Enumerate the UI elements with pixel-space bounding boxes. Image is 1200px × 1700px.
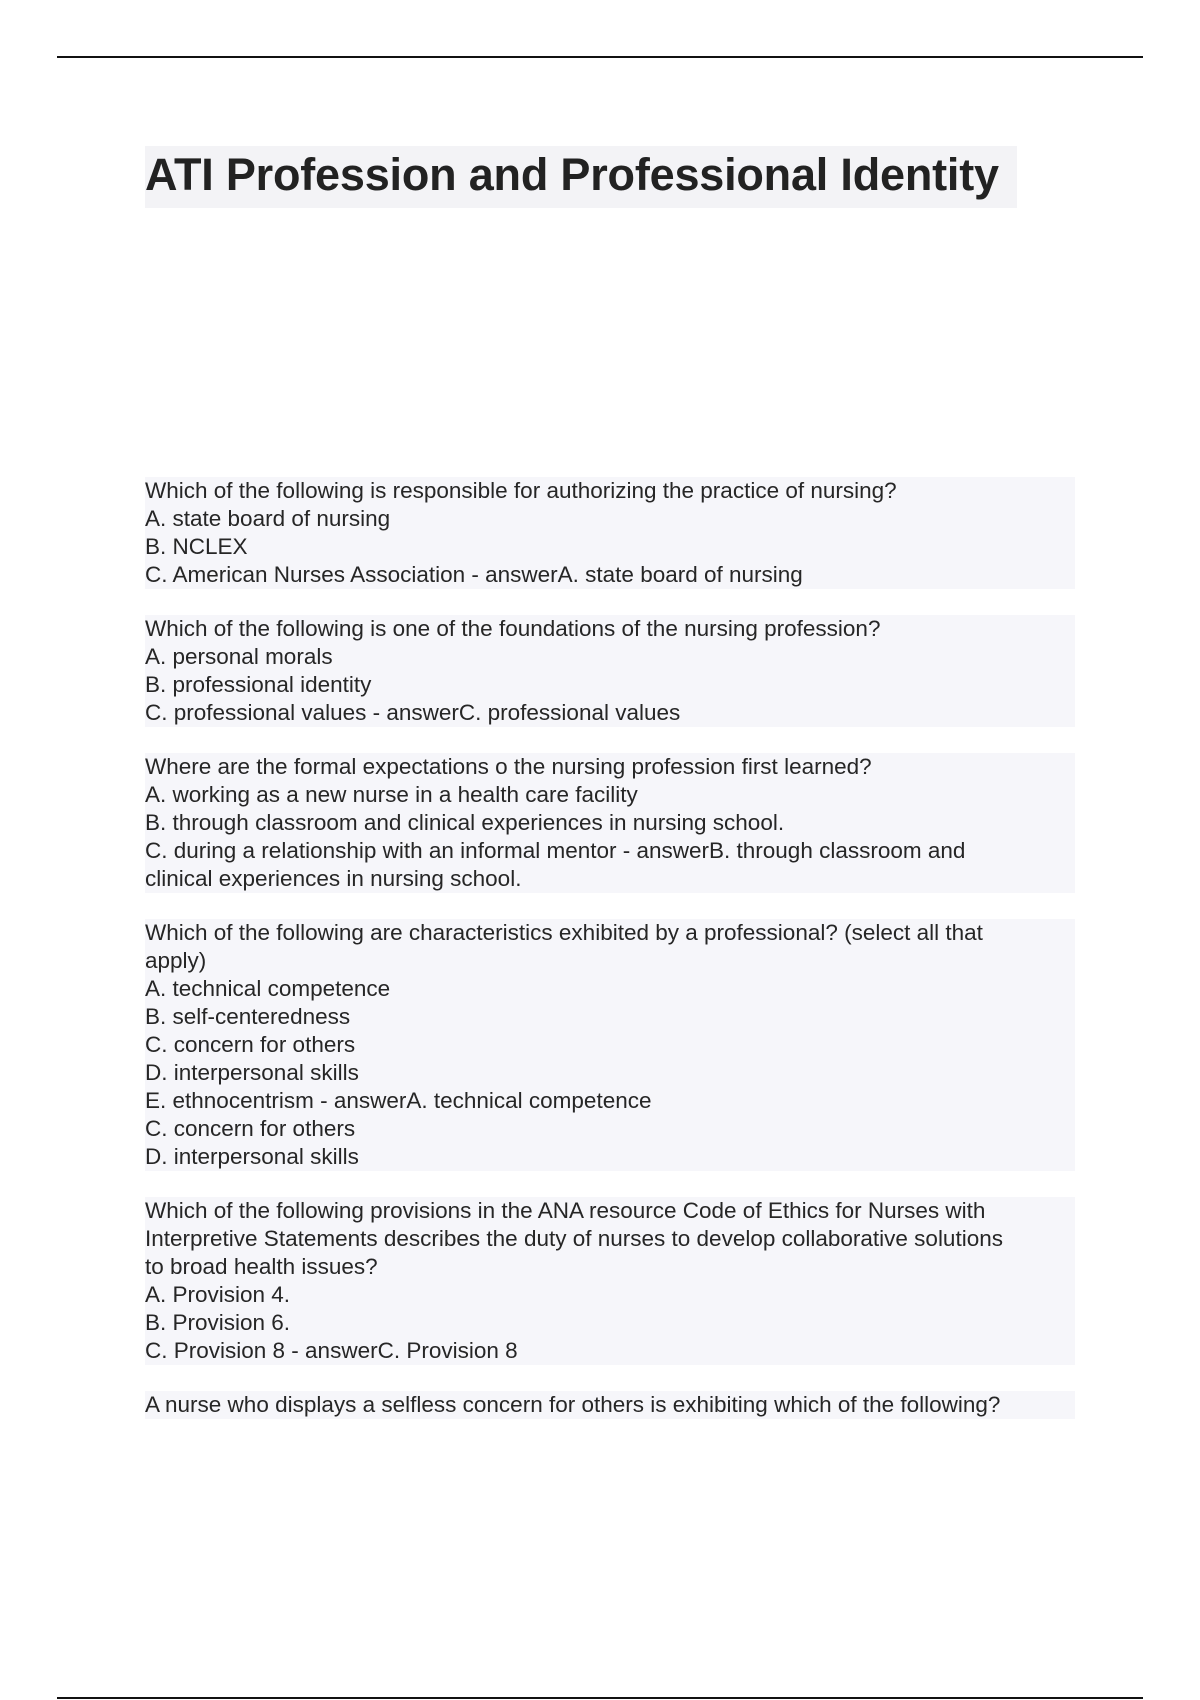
answer-option-with-answer: C. professional values - answerC. professional values xyxy=(145,699,1075,727)
answer-option: C. concern for others xyxy=(145,1031,1075,1059)
answer-option: A. working as a new nurse in a health care facility xyxy=(145,781,1075,809)
answer-option: B. self-centeredness xyxy=(145,1003,1075,1031)
answer-option: B. through classroom and clinical experiences in nursing school. xyxy=(145,809,1075,837)
page-title: ATI Profession and Professional Identity xyxy=(145,146,1017,208)
question-text: Which of the following is one of the foundations of the nursing profession? xyxy=(145,615,1075,643)
question-block xyxy=(145,477,1075,589)
question-text-continuation: apply) xyxy=(145,947,1075,975)
answer-option: B. professional identity xyxy=(145,671,1075,699)
answer-option: D. interpersonal skills xyxy=(145,1059,1075,1087)
answer-option: B. Provision 6. xyxy=(145,1309,1075,1337)
answer-option: B. NCLEX xyxy=(145,533,1075,561)
answer-option-with-answer: C. Provision 8 - answerC. Provision 8 xyxy=(145,1337,1075,1365)
question-text-continuation: to broad health issues? xyxy=(145,1253,1075,1281)
question-text: Which of the following are characteristics exhibited by a professional? (select all that xyxy=(145,919,1075,947)
answer-continuation: D. interpersonal skills xyxy=(145,1143,1075,1171)
question-text: Where are the formal expectations o the nursing profession first learned? xyxy=(145,753,1075,781)
question-block xyxy=(145,919,1075,1171)
question-block xyxy=(145,615,1075,727)
question-block xyxy=(145,753,1075,893)
answer-option: A. state board of nursing xyxy=(145,505,1075,533)
question-block xyxy=(145,1391,1075,1419)
question-text: Which of the following provisions in the ANA resource Code of Ethics for Nurses with xyxy=(145,1197,1075,1225)
question-block xyxy=(145,1197,1075,1365)
answer-option-with-answer: C. during a relationship with an informal mentor - answerB. through classroom and xyxy=(145,837,1075,865)
answer-option: A. technical competence xyxy=(145,975,1075,1003)
answer-option: A. Provision 4. xyxy=(145,1281,1075,1309)
answer-continuation: clinical experiences in nursing school. xyxy=(145,865,1075,893)
answer-option-with-answer: C. American Nurses Association - answerA. state board of nursing xyxy=(145,561,1075,589)
question-list xyxy=(145,477,1075,1445)
answer-option-with-answer: E. ethnocentrism - answerA. technical competence xyxy=(145,1087,1075,1115)
bottom-divider xyxy=(57,1697,1143,1699)
answer-option: A. personal morals xyxy=(145,643,1075,671)
question-text-continuation: Interpretive Statements describes the duty of nurses to develop collaborative solutions xyxy=(145,1225,1075,1253)
question-text: A nurse who displays a selfless concern for others is exhibiting which of the following? xyxy=(145,1391,1075,1419)
top-divider xyxy=(57,56,1143,58)
question-text: Which of the following is responsible for authorizing the practice of nursing? xyxy=(145,477,1075,505)
answer-continuation: C. concern for others xyxy=(145,1115,1075,1143)
